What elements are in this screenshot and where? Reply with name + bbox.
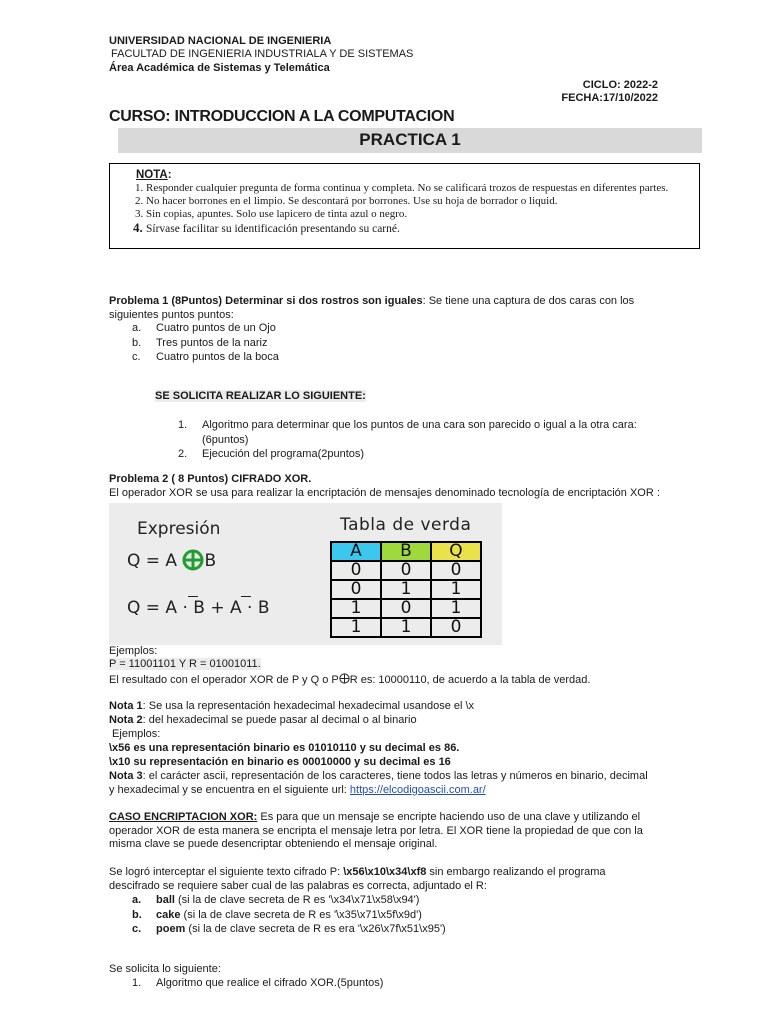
table-row xyxy=(331,580,481,599)
problem2-heading: Problema 2 ( 8 Puntos) CIFRADO XOR. xyxy=(109,473,312,485)
table-cell: 1 xyxy=(431,580,481,599)
truth-table-header xyxy=(331,542,481,561)
cycle-label: CICLO: 2022-2 xyxy=(582,79,658,91)
table-cell: 1 xyxy=(381,580,431,599)
table-title: Tabla de verda xyxy=(340,515,472,535)
xor-symbol-icon xyxy=(339,673,350,684)
examples2-label: Ejemplos: xyxy=(109,728,161,740)
table-cell: 1 xyxy=(431,599,481,618)
example-result: El resultado con el operador XOR de P y Q o P R es: 10000110, de acuerdo a la tabla de verdad. xyxy=(109,674,591,686)
examples-label: Ejemplos: xyxy=(109,645,158,657)
header-q: Q xyxy=(431,542,481,561)
problem2-tasks xyxy=(132,976,383,991)
problem1-request: SE SOLICITA REALIZAR LO SIGUIENTE: xyxy=(155,390,366,402)
table-cell: 0 xyxy=(381,561,431,580)
nota2: Nota 2: del hexadecimal se puede pasar al decimal o al binario xyxy=(109,714,417,726)
case-xor: CASO ENCRIPTACION XOR: Es para que un mensaje se encripte haciendo uso de una clave y utilizando el operador XOR de esta manera se encripta el mensaje letra por letra. El XOR tiene la propiedad de que con la misma clave se puede desencriptar obteniendo el mensaje original. xyxy=(109,811,643,850)
list-item: b. cake (si la de clave secreta de R es '\x35\x71\x5f\x9d') xyxy=(132,908,422,921)
list-item: c. poem (si la de clave secreta de R es era '\x26\x7f\x51\x95') xyxy=(132,923,446,935)
example-line-1: \x56 es una representación binario es 01010110 y su decimal es 86. xyxy=(109,742,460,754)
overline-a xyxy=(241,596,251,597)
example-values: P = 11001101 Y R = 01001011. xyxy=(109,658,261,670)
expression-2: Q = A · B + A · B xyxy=(127,598,270,618)
practice-banner xyxy=(118,128,702,153)
list-item: 2. Ejecución del programa(2puntos) xyxy=(178,448,365,460)
table-cell: 1 xyxy=(381,618,431,637)
intercept-text: Se logró interceptar el siguiente texto cifrado P: \x56\x10\x34\xf8 sin embargo realizando el programa descifrado se requiere saber cual de las palabras es correcta, adjuntado el R: xyxy=(109,866,606,892)
candidate-words xyxy=(132,893,446,937)
problem1-statement: Problema 1 (8Puntos) Determinar si dos rostros son iguales: Se tiene una captura de dos caras con los siguientes puntos puntos: xyxy=(109,295,635,321)
header-b: B xyxy=(381,542,431,561)
table-cell: 0 xyxy=(381,599,431,618)
list-item: 1. Algoritmo que realice el cifrado XOR.(5puntos) xyxy=(132,977,384,989)
expression-title: Expresión xyxy=(137,519,221,539)
practice-title: PRACTICA 1 xyxy=(359,130,461,149)
overline-b xyxy=(188,596,198,597)
list-item: 1. Algoritmo para determinar que los puntos de una cara son parecido o igual a la otra cara: (6puntos) xyxy=(178,419,637,446)
list-item: c. Cuatro puntos de la boca xyxy=(132,351,279,363)
expression-1: Q = A B xyxy=(127,551,217,571)
table-row xyxy=(331,561,481,580)
truth-table xyxy=(330,541,482,638)
problem1-points xyxy=(132,321,279,365)
table-cell: 0 xyxy=(331,580,381,599)
nota1: Nota 1: Se usa la representación hexadecimal hexadecimal usandose el \x xyxy=(109,700,475,712)
xor-figure xyxy=(109,503,502,645)
note-item: 3. Sin copias, apuntes. Solo use lapicero de tinta azul o negro. xyxy=(146,208,696,221)
table-row xyxy=(331,618,481,637)
problem1-tasks xyxy=(178,418,658,462)
table-cell: 1 xyxy=(331,599,381,618)
table-cell: 0 xyxy=(431,561,481,580)
table-cell: 1 xyxy=(331,618,381,637)
header-a: A xyxy=(331,542,381,561)
note-item: 1. Responder cualquier pregunta de forma continua y completa. No se calificará trozos de respuestas en diferentes partes. xyxy=(146,182,696,195)
list-item: b. Tres puntos de la nariz xyxy=(132,336,268,349)
table-cell: 0 xyxy=(331,561,381,580)
list-item: a. Cuatro puntos de un Ojo xyxy=(132,322,276,334)
table-row xyxy=(331,599,481,618)
note-item: 2. No hacer borrones en el limpio. Se descontará por borrones. Use su hoja de borrador o liquid. xyxy=(146,195,696,208)
example-line-2: \x10 su representación en binario es 00010000 y su decimal es 16 xyxy=(109,756,451,768)
ascii-link[interactable]: https://elcodigoascii.com.ar/ xyxy=(349,783,486,796)
problem2-intro: El operador XOR se usa para realizar la encriptación de mensajes denominado tecnología de encriptación XOR : xyxy=(109,487,660,499)
xor-symbol-icon xyxy=(182,549,204,571)
note-box xyxy=(109,163,700,249)
academic-area: Área Académica de Sistemas y Telemática xyxy=(109,62,330,74)
university-name: UNIVERSIDAD NACIONAL DE INGENIERIA xyxy=(109,35,332,47)
problem2-request: Se solicita lo siguiente: xyxy=(109,963,221,975)
list-item: a. ball (si la de clave secreta de R es '\x34\x71\x58\x94') xyxy=(132,894,420,906)
course-title: CURSO: INTRODUCCION A LA COMPUTACION xyxy=(109,108,455,125)
table-cell: 0 xyxy=(431,618,481,637)
faculty-name: FACULTAD DE INGENIERIA INDUSTRIALA Y DE SISTEMAS xyxy=(111,48,414,60)
date-label: FECHA:17/10/2022 xyxy=(561,92,658,104)
note-list xyxy=(110,182,696,236)
nota3: Nota 3: el carácter ascii, representación de los caracteres, tiene todos las letras y números en binario, decimal y hexadecimal y se encuentra en el siguiente url: https://elcodigoascii.com.ar/ xyxy=(109,770,648,796)
note-item: 4. Sírvase facilitar su identificación presentando su carné. xyxy=(146,221,696,236)
note-title: NOTA: xyxy=(136,169,172,181)
